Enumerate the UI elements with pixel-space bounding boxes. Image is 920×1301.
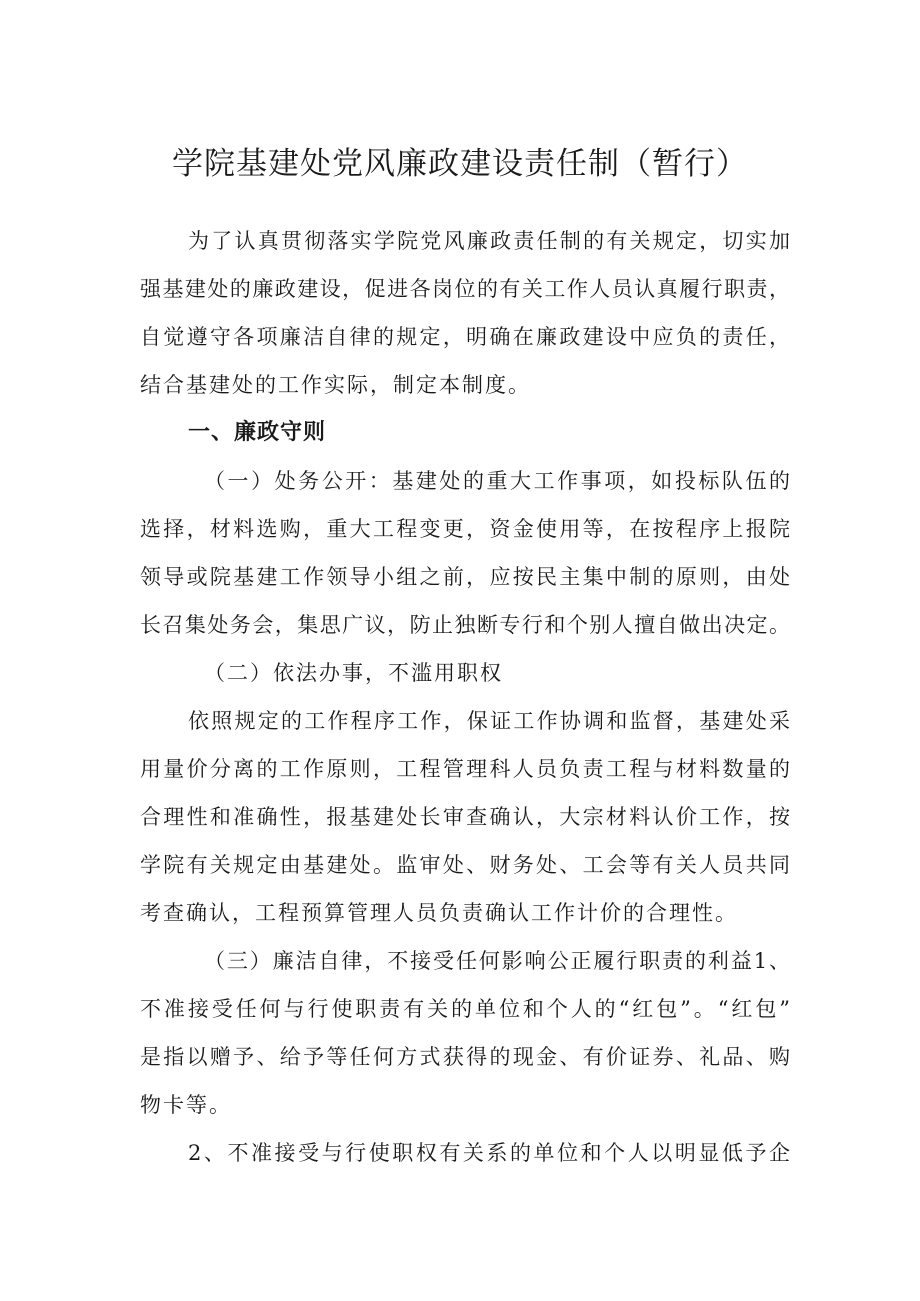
paragraph-line: 不准接受任何与行使职责有关的单位和个人的“红包”。“红包” (140, 997, 790, 1021)
document-title: 学院基建处党风廉政建设责任制（暂行） (172, 146, 748, 182)
paragraph-line: 考查确认，工程预算管理人员负责确认工作计价的合理性。 (140, 901, 738, 925)
paragraph-line: 长召集处务会，集思广议，防止独断专行和个别人擅自做出决定。 (140, 613, 790, 637)
paragraph-line: 学院有关规定由基建处。监审处、财务处、工会等有关人员共同 (140, 853, 790, 877)
paragraph-line: 物卡等。 (140, 1093, 232, 1117)
paragraph-line: 合理性和准确性，报基建处长审查确认，大宗材料认价工作，按 (140, 805, 790, 829)
paragraph-line: 自觉遵守各项廉洁自律的规定，明确在廉政建设中应负的责任， (140, 325, 790, 349)
paragraph-line: 依照规定的工作程序工作，保证工作协调和监督，基建处采 (188, 709, 790, 733)
paragraph-line: 结合基建处的工作实际，制定本制度。 (140, 373, 531, 397)
paragraph-line: （一）处务公开：基建处的重大工作事项，如投标队伍的 (204, 469, 790, 493)
paragraph-line: 用量价分离的工作原则，工程管理科人员负责工程与材料数量的 (140, 757, 790, 781)
paragraph-line: （三）廉洁自律，不接受任何影响公正履行职责的利益1、 (204, 949, 790, 973)
paragraph-line: 选择，材料选购，重大工程变更，资金使用等，在按程序上报院 (140, 517, 790, 541)
paragraph-line: 2、不准接受与行使职权有关系的单位和个人以明显低予企 (188, 1141, 790, 1165)
paragraph-line: 为了认真贯彻落实学院党风廉政责任制的有关规定，切实加 (188, 229, 790, 253)
paragraph-line: 强基建处的廉政建设，促进各岗位的有关工作人员认真履行职责， (140, 277, 790, 301)
subsection-heading: （二）依法办事，不滥用职权 (204, 661, 503, 685)
paragraph-line: 领导或院基建工作领导小组之前，应按民主集中制的原则，由处 (140, 565, 790, 589)
paragraph-line: 是指以赠予、给予等任何方式获得的现金、有价证券、礼品、购 (140, 1045, 790, 1069)
section-heading: 一、廉政守则 (188, 420, 327, 445)
